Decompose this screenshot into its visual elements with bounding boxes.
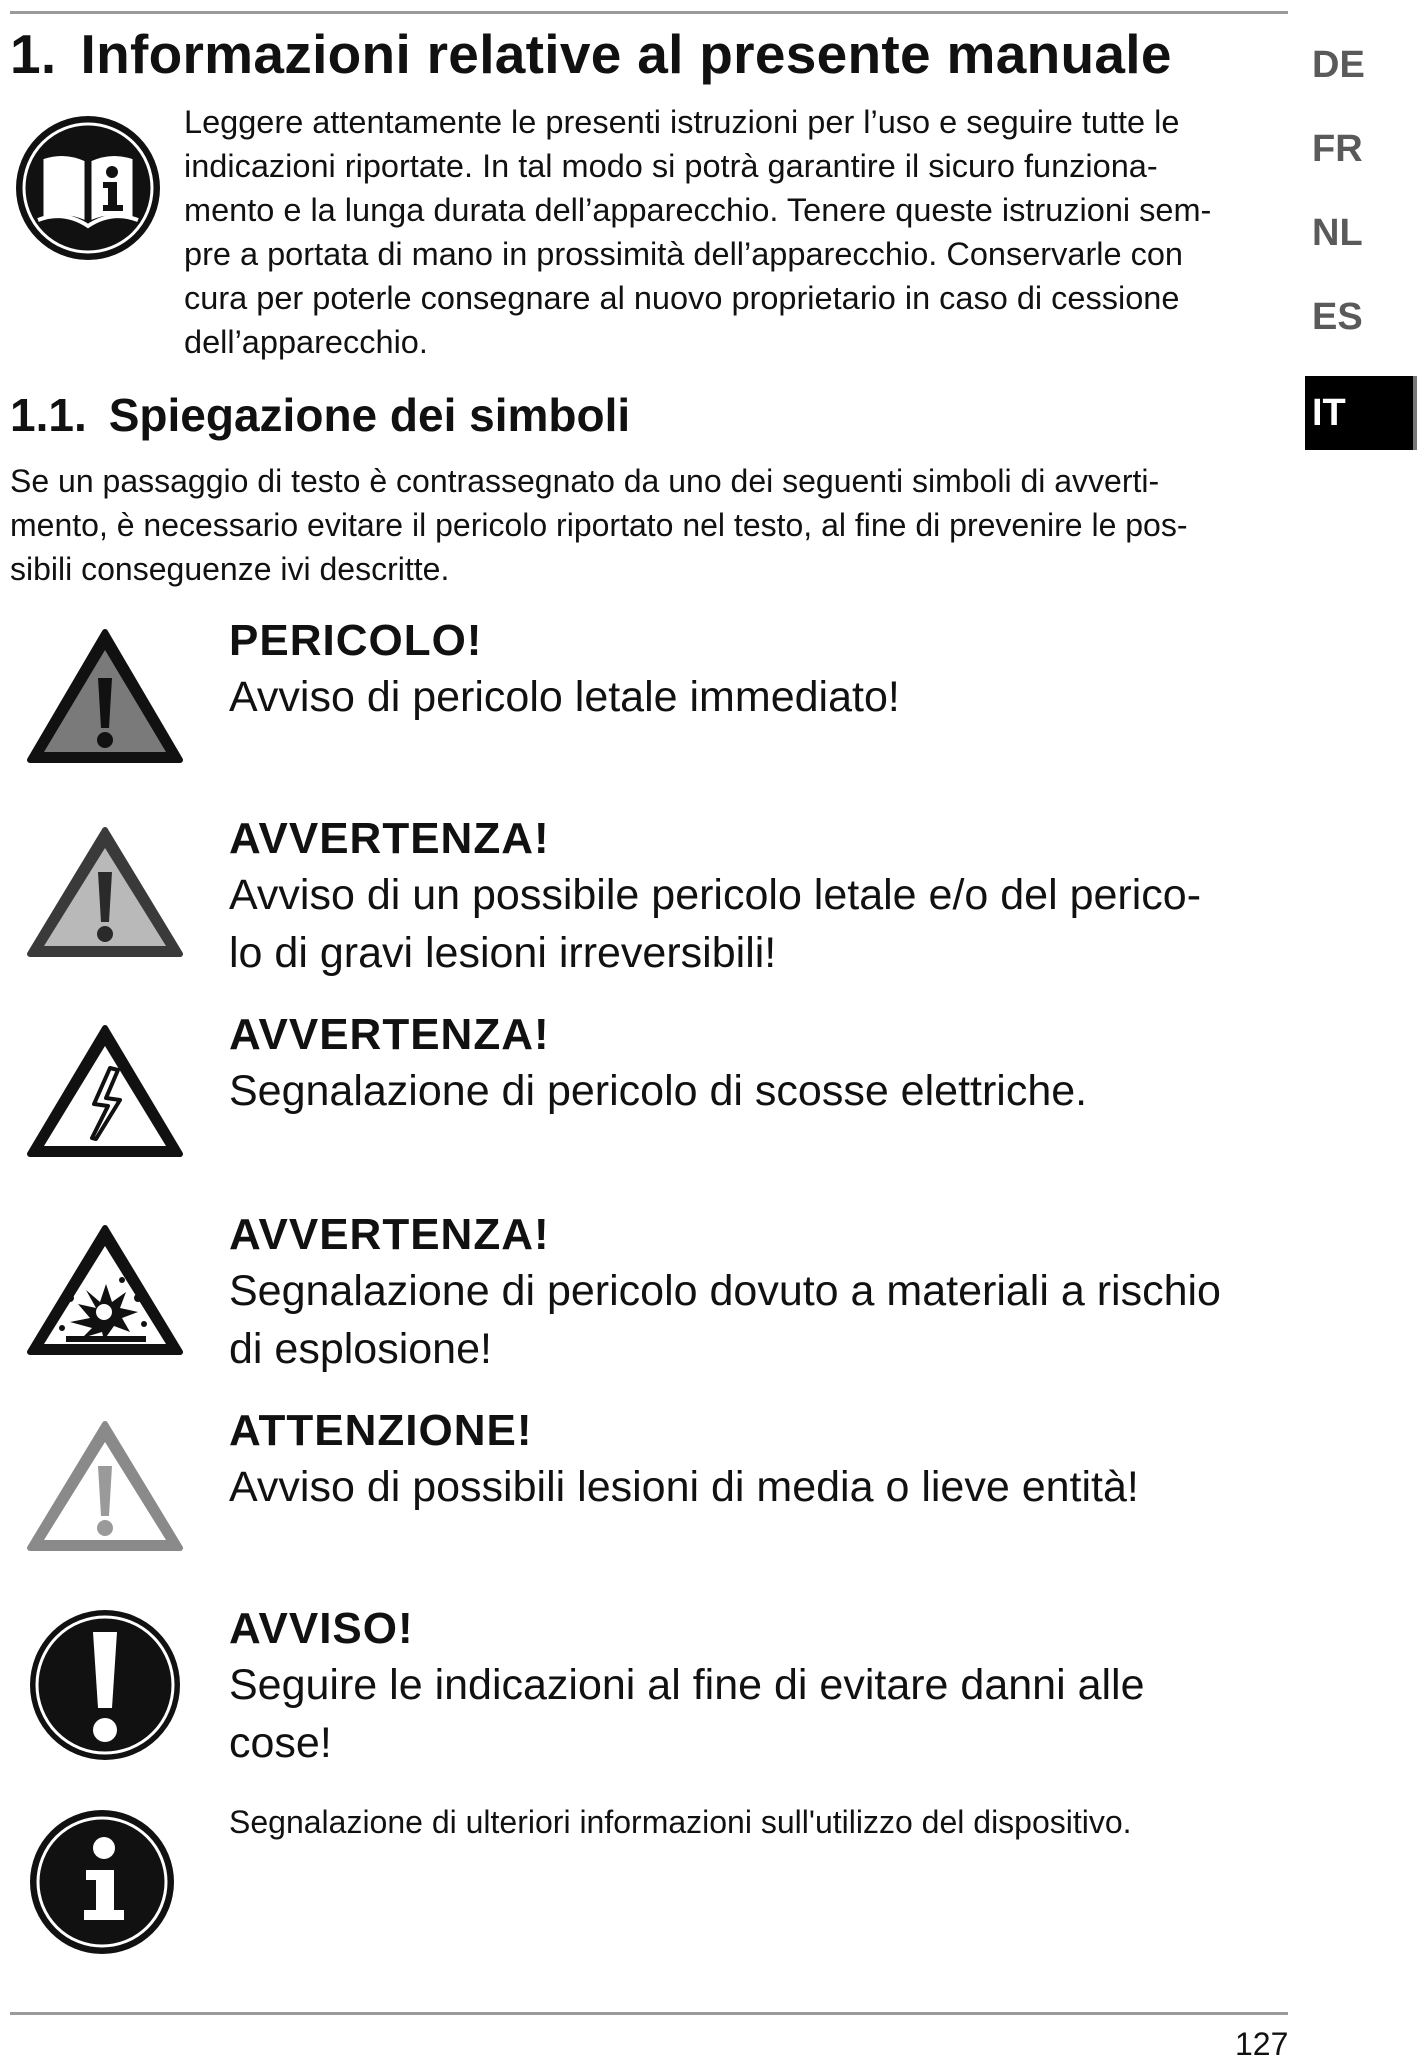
notice-circle-icon [26, 1606, 184, 1764]
entry-description-line: lo di gravi lesioni irreversibili! [229, 929, 777, 977]
symbols-intro-line: mento, è necessario evitare il pericolo riportato nel testo, al fine di prevenire le pos- [10, 507, 1188, 543]
entry-description [229, 1800, 1289, 1844]
caution-symbol [26, 1420, 186, 1554]
entry-title: AVVERTENZA! [229, 1010, 550, 1059]
entry-description [229, 1458, 1289, 1516]
symbols-intro-line: sibili conseguenze ivi descritte. [10, 551, 450, 587]
info-circle-icon [26, 1806, 178, 1958]
intro-line: indicazioni riportate. In tal modo si potrà garantire il sicuro funziona- [184, 148, 1158, 184]
entry-explosion [229, 1208, 1289, 1378]
warning-triangle-icon [26, 826, 184, 960]
entry-title: ATTENZIONE! [229, 1406, 533, 1455]
language-tab-nl[interactable]: NL [1312, 212, 1363, 254]
entry-danger [229, 614, 1289, 726]
page-title [10, 22, 1172, 86]
intro-line: mento e la lunga durata dell’apparecchio. Tenere queste istruzioni sem- [184, 192, 1212, 228]
section-title: Informazioni relative al presente manuale [80, 23, 1172, 85]
entry-warning [229, 812, 1289, 982]
caution-triangle-icon [26, 1420, 184, 1554]
language-tab-fr[interactable]: FR [1312, 128, 1363, 170]
intro-line: Leggere attentamente le presenti istruzioni per l’uso e seguire tutte le [184, 104, 1180, 140]
language-tab-it[interactable]: IT [1305, 376, 1417, 450]
page-number: 127 [1235, 2026, 1289, 2062]
entry-caution [229, 1404, 1289, 1516]
entry-description-line: cose! [229, 1719, 332, 1767]
entry-description [229, 1062, 1289, 1120]
electric-shock-icon [26, 1024, 184, 1160]
electric-shock-symbol [26, 1024, 186, 1160]
entry-description [229, 1262, 1289, 1378]
subsection-title [10, 388, 630, 442]
section-number: 1. [10, 23, 57, 85]
explosion-symbol [26, 1224, 186, 1358]
entry-description-line: Segnalazione di pericolo dovuto a materiali a rischio [229, 1267, 1221, 1315]
language-tabs [1305, 40, 1417, 450]
notice-symbol [26, 1606, 186, 1764]
entry-description-line: Avviso di possibili lesioni di media o lieve entità! [229, 1463, 1139, 1511]
entry-title: AVVISO! [229, 1604, 414, 1653]
info-symbol [26, 1806, 186, 1958]
entry-description [229, 668, 1289, 726]
entry-title: AVVERTENZA! [229, 814, 550, 863]
entry-description-line: Segnalazione di ulteriori informazioni sull'utilizzo del dispositivo. [229, 1804, 1132, 1840]
entry-notice [229, 1602, 1289, 1772]
symbols-intro-paragraph [10, 459, 1280, 591]
warning-symbol [26, 826, 186, 960]
explosion-hazard-icon [26, 1224, 184, 1358]
entry-description-line: di esplosione! [229, 1325, 492, 1373]
entry-description [229, 866, 1289, 982]
entry-description-line: Avviso di un possibile pericolo letale e/o del perico- [229, 871, 1202, 919]
manual-book-icon [12, 112, 164, 264]
entry-description [229, 1656, 1289, 1772]
language-tab-es[interactable]: ES [1312, 296, 1363, 338]
entry-description-line: Seguire le indicazioni al fine di evitare danni alle [229, 1661, 1145, 1709]
danger-symbol [26, 628, 186, 766]
entry-electric-shock [229, 1008, 1289, 1120]
subsection-title-text: Spiegazione dei simboli [108, 389, 631, 441]
top-rule [10, 11, 1288, 14]
intro-line: cura per poterle consegnare al nuovo proprietario in caso di cessione [184, 280, 1180, 316]
bottom-rule [10, 2012, 1288, 2015]
symbols-intro-line: Se un passaggio di testo è contrassegnato da uno dei seguenti simboli di avverti- [10, 463, 1160, 499]
entry-title: PERICOLO! [229, 616, 483, 665]
entry-description-line: Avviso di pericolo letale immediato! [229, 673, 900, 721]
entry-title: AVVERTENZA! [229, 1210, 550, 1259]
intro-line: dell’apparecchio. [184, 324, 428, 360]
subsection-number: 1.1. [10, 389, 87, 441]
danger-triangle-icon [26, 628, 184, 766]
entry-info [229, 1800, 1289, 1844]
intro-line: pre a portata di mano in prossimità dell’apparecchio. Conservarle con [184, 236, 1183, 272]
entry-description-line: Segnalazione di pericolo di scosse elettriche. [229, 1067, 1088, 1115]
intro-paragraph [184, 100, 1274, 364]
language-tab-de[interactable]: DE [1312, 44, 1365, 86]
